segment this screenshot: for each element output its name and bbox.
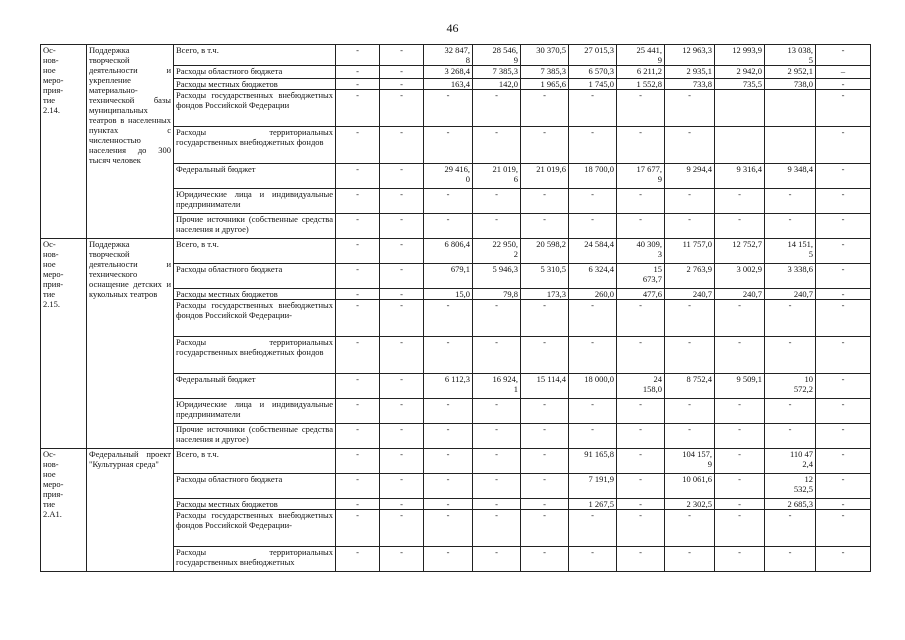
value-cell: -	[380, 66, 424, 79]
value-cell: -	[569, 300, 617, 337]
value-cell: -	[569, 337, 617, 374]
value-cell: -	[380, 289, 424, 300]
value-cell: -	[569, 547, 617, 572]
value-cell: 15,0	[424, 289, 473, 300]
value-cell: -	[617, 399, 665, 424]
value-cell: 738,0	[765, 79, 816, 90]
value-cell: -	[665, 337, 715, 374]
value-cell: -	[816, 399, 871, 424]
source-cell: Расходы местных бюджетов	[174, 79, 336, 90]
value-cell: -	[336, 164, 380, 189]
value-cell: 2 763,9	[665, 264, 715, 289]
value-cell: 17 677, 9	[617, 164, 665, 189]
value-cell: -	[380, 449, 424, 474]
value-cell: -	[521, 510, 569, 547]
value-cell: -	[816, 337, 871, 374]
value-cell: 29 416, 0	[424, 164, 473, 189]
value-cell: 28 546, 9	[473, 45, 521, 66]
value-cell: -	[380, 424, 424, 449]
value-cell: 25 441, 9	[617, 45, 665, 66]
value-cell: 6 324,4	[569, 264, 617, 289]
value-cell: -	[424, 424, 473, 449]
value-cell: -	[765, 399, 816, 424]
value-cell: 91 165,8	[569, 449, 617, 474]
value-cell: -	[569, 510, 617, 547]
value-cell: -	[816, 164, 871, 189]
source-cell: Расходы местных бюджетов	[174, 499, 336, 510]
value-cell: 12 532,5	[765, 474, 816, 499]
value-cell: 20 598,2	[521, 239, 569, 264]
value-cell: -	[424, 474, 473, 499]
measure-cell: Ос- нов- ное меро- прия- тие 2.А1.	[41, 449, 87, 572]
value-cell: -	[617, 300, 665, 337]
value-cell	[715, 90, 765, 127]
value-cell: 15 673,7	[617, 264, 665, 289]
source-cell: Прочие источники (собственные средства населения и другое)	[174, 214, 336, 239]
value-cell: -	[473, 214, 521, 239]
value-cell: 22 950, 2	[473, 239, 521, 264]
source-cell: Федеральный бюджет	[174, 164, 336, 189]
value-cell: -	[816, 289, 871, 300]
value-cell: 8 752,4	[665, 374, 715, 399]
value-cell: 15 114,4	[521, 374, 569, 399]
value-cell: -	[336, 66, 380, 79]
value-cell: 679,1	[424, 264, 473, 289]
value-cell: -	[380, 399, 424, 424]
value-cell: -	[765, 300, 816, 337]
value-cell: -	[617, 499, 665, 510]
value-cell: -	[380, 474, 424, 499]
source-cell: Расходы областного бюджета	[174, 474, 336, 499]
value-cell: -	[336, 449, 380, 474]
value-cell: -	[665, 510, 715, 547]
source-cell: Расходы местных бюджетов	[174, 289, 336, 300]
value-cell: -	[617, 510, 665, 547]
value-cell: 32 847, 8	[424, 45, 473, 66]
value-cell: -	[715, 337, 765, 374]
value-cell: -	[665, 547, 715, 572]
value-cell: 30 370,5	[521, 45, 569, 66]
value-cell: -	[424, 449, 473, 474]
value-cell: -	[473, 510, 521, 547]
value-cell: 12 752,7	[715, 239, 765, 264]
value-cell: -	[473, 337, 521, 374]
source-cell: Всего, в т.ч.	[174, 45, 336, 66]
value-cell: -	[473, 300, 521, 337]
value-cell: -	[380, 337, 424, 374]
value-cell: 1 965,6	[521, 79, 569, 90]
value-cell: 24 584,4	[569, 239, 617, 264]
value-cell: -	[617, 189, 665, 214]
value-cell: -	[424, 214, 473, 239]
value-cell: -	[569, 424, 617, 449]
value-cell: 173,3	[521, 289, 569, 300]
value-cell: 27 015,3	[569, 45, 617, 66]
value-cell: -	[424, 499, 473, 510]
value-cell: -	[816, 214, 871, 239]
value-cell: -	[816, 239, 871, 264]
value-cell: 11 757,0	[665, 239, 715, 264]
value-cell: 7 385,3	[473, 66, 521, 79]
source-cell: Расходы территориальных государственных внебюджетных фондов	[174, 127, 336, 164]
value-cell: 240,7	[765, 289, 816, 300]
value-cell: -	[380, 189, 424, 214]
value-cell: 21 019,6	[521, 164, 569, 189]
value-cell: -	[336, 239, 380, 264]
value-cell: -	[521, 127, 569, 164]
value-cell: -	[569, 127, 617, 164]
value-cell: -	[521, 214, 569, 239]
value-cell: -	[380, 499, 424, 510]
value-cell: -	[617, 90, 665, 127]
value-cell: -	[380, 45, 424, 66]
value-cell: -	[715, 499, 765, 510]
source-cell: Расходы территориальных государственных внебюджетных фондов	[174, 337, 336, 374]
source-cell: Юридические лица и индивидуальные предприниматели	[174, 399, 336, 424]
value-cell: -	[816, 189, 871, 214]
value-cell: -	[569, 399, 617, 424]
value-cell: -	[521, 474, 569, 499]
value-cell: -	[816, 127, 871, 164]
value-cell: -	[424, 127, 473, 164]
value-cell: -	[765, 337, 816, 374]
value-cell: -	[336, 300, 380, 337]
value-cell: -	[336, 374, 380, 399]
value-cell: -	[715, 189, 765, 214]
value-cell: -	[380, 239, 424, 264]
value-cell: -	[765, 547, 816, 572]
value-cell: -	[665, 214, 715, 239]
value-cell: 16 924, 1	[473, 374, 521, 399]
value-cell: 110 47 2,4	[765, 449, 816, 474]
source-cell: Федеральный бюджет	[174, 374, 336, 399]
value-cell: -	[816, 547, 871, 572]
source-cell: Расходы государственных внебюджетных фондов Российской Федерации-	[174, 300, 336, 337]
value-cell: 12 993,9	[715, 45, 765, 66]
value-cell: -	[715, 399, 765, 424]
value-cell: 24 158,0	[617, 374, 665, 399]
source-cell: Расходы государственных внебюджетных фондов Российской Федерации	[174, 90, 336, 127]
value-cell: -	[380, 90, 424, 127]
value-cell: 18 000,0	[569, 374, 617, 399]
table-row	[41, 449, 871, 474]
value-cell: -	[816, 374, 871, 399]
source-cell: Расходы государственных внебюджетных фондов Российской Федерации-	[174, 510, 336, 547]
value-cell: -	[521, 547, 569, 572]
value-cell: -	[521, 499, 569, 510]
value-cell: 9 348,4	[765, 164, 816, 189]
value-cell: -	[715, 424, 765, 449]
value-cell: -	[424, 337, 473, 374]
value-cell: 2 685,3	[765, 499, 816, 510]
value-cell: -	[765, 214, 816, 239]
value-cell: -	[336, 127, 380, 164]
value-cell: -	[380, 547, 424, 572]
value-cell: 104 157, 9	[665, 449, 715, 474]
source-cell: Юридические лица и индивидуальные предприниматели	[174, 189, 336, 214]
value-cell: -	[473, 474, 521, 499]
value-cell: 9 294,4	[665, 164, 715, 189]
value-cell	[765, 127, 816, 164]
value-cell: -	[765, 189, 816, 214]
value-cell: 5 310,5	[521, 264, 569, 289]
value-cell: -	[336, 79, 380, 90]
value-cell: -	[816, 449, 871, 474]
value-cell: 1 745,0	[569, 79, 617, 90]
source-cell: Всего, в т.ч.	[174, 239, 336, 264]
value-cell: -	[816, 90, 871, 127]
value-cell: 10 572,2	[765, 374, 816, 399]
value-cell	[765, 90, 816, 127]
event-cell: Федеральный проект "Культурная среда"	[87, 449, 174, 572]
value-cell: 1 552,8	[617, 79, 665, 90]
value-cell: 21 019, 6	[473, 164, 521, 189]
value-cell: 6 112,3	[424, 374, 473, 399]
value-cell: 142,0	[473, 79, 521, 90]
table-row	[41, 239, 871, 264]
value-cell: 240,7	[715, 289, 765, 300]
value-cell: -	[336, 510, 380, 547]
value-cell: -	[424, 510, 473, 547]
value-cell: -	[816, 79, 871, 90]
value-cell: -	[715, 547, 765, 572]
value-cell: -	[816, 45, 871, 66]
value-cell: -	[336, 264, 380, 289]
value-cell: 163,4	[424, 79, 473, 90]
value-cell: -	[336, 189, 380, 214]
value-cell: -	[473, 424, 521, 449]
value-cell: -	[380, 214, 424, 239]
table-body	[41, 45, 871, 572]
value-cell: -	[336, 399, 380, 424]
value-cell: -	[336, 214, 380, 239]
value-cell: -	[816, 510, 871, 547]
value-cell: -	[336, 90, 380, 127]
source-cell: Расходы территориальных государственных внебюджетных	[174, 547, 336, 572]
value-cell: 3 002,9	[715, 264, 765, 289]
value-cell: 13 038, 5	[765, 45, 816, 66]
value-cell: -	[473, 547, 521, 572]
value-cell: -	[816, 300, 871, 337]
value-cell: 18 700,0	[569, 164, 617, 189]
value-cell: 2 952,1	[765, 66, 816, 79]
value-cell: -	[665, 189, 715, 214]
value-cell: -	[665, 127, 715, 164]
value-cell: -	[521, 337, 569, 374]
page-number: 46	[446, 21, 459, 35]
value-cell: -	[380, 264, 424, 289]
value-cell: -	[715, 214, 765, 239]
value-cell: -	[617, 424, 665, 449]
value-cell: 260,0	[569, 289, 617, 300]
value-cell: -	[336, 337, 380, 374]
value-cell: -	[569, 189, 617, 214]
budget-table	[40, 44, 871, 572]
value-cell: -	[380, 300, 424, 337]
value-cell: -	[617, 449, 665, 474]
value-cell: -	[617, 474, 665, 499]
value-cell: -	[816, 474, 871, 499]
value-cell: -	[380, 510, 424, 547]
measure-cell: Ос- нов- ное меро- прия- тие 2.14.	[41, 45, 87, 239]
value-cell	[715, 127, 765, 164]
value-cell: -	[473, 90, 521, 127]
value-cell: -	[424, 547, 473, 572]
value-cell: -	[715, 300, 765, 337]
value-cell: 477,6	[617, 289, 665, 300]
value-cell: 2 942,0	[715, 66, 765, 79]
value-cell: -	[665, 300, 715, 337]
value-cell: 3 268,4	[424, 66, 473, 79]
value-cell: -	[336, 289, 380, 300]
value-cell: -	[617, 547, 665, 572]
value-cell: -	[473, 127, 521, 164]
value-cell: –	[816, 66, 871, 79]
value-cell: -	[424, 300, 473, 337]
value-cell: -	[473, 399, 521, 424]
value-cell: -	[380, 164, 424, 189]
measure-cell: Ос- нов- ное меро- прия- тие 2.15.	[41, 239, 87, 449]
value-cell: -	[336, 424, 380, 449]
value-cell: -	[765, 510, 816, 547]
value-cell: -	[816, 264, 871, 289]
value-cell: -	[380, 374, 424, 399]
value-cell: -	[521, 424, 569, 449]
value-cell: -	[665, 424, 715, 449]
value-cell: 79,8	[473, 289, 521, 300]
event-cell: Поддержка творческой деятельности и технического оснащение детских и кукольных театров	[87, 239, 174, 449]
value-cell: 7 385,3	[521, 66, 569, 79]
value-cell: 5 946,3	[473, 264, 521, 289]
value-cell: 735,5	[715, 79, 765, 90]
value-cell: 2 302,5	[665, 499, 715, 510]
value-cell: -	[617, 214, 665, 239]
value-cell: -	[816, 424, 871, 449]
value-cell: 3 338,6	[765, 264, 816, 289]
value-cell: 40 309, 3	[617, 239, 665, 264]
value-cell: 14 151, 5	[765, 239, 816, 264]
value-cell: -	[336, 474, 380, 499]
value-cell: 10 061,6	[665, 474, 715, 499]
value-cell: -	[665, 399, 715, 424]
source-cell: Расходы областного бюджета	[174, 66, 336, 79]
value-cell: 733,8	[665, 79, 715, 90]
value-cell: -	[336, 547, 380, 572]
value-cell: -	[569, 214, 617, 239]
value-cell: -	[816, 499, 871, 510]
value-cell: -	[473, 449, 521, 474]
value-cell: -	[380, 79, 424, 90]
value-cell: -	[336, 499, 380, 510]
value-cell: 12 963,3	[665, 45, 715, 66]
table-row	[41, 45, 871, 66]
value-cell: -	[424, 189, 473, 214]
value-cell: 6 570,3	[569, 66, 617, 79]
value-cell: -	[715, 474, 765, 499]
value-cell: -	[424, 399, 473, 424]
value-cell: -	[521, 399, 569, 424]
value-cell: -	[521, 449, 569, 474]
value-cell: -	[521, 300, 569, 337]
value-cell: -	[715, 510, 765, 547]
value-cell: -	[424, 90, 473, 127]
value-cell: -	[473, 499, 521, 510]
value-cell: -	[765, 424, 816, 449]
source-cell: Всего, в т.ч.	[174, 449, 336, 474]
value-cell: 240,7	[665, 289, 715, 300]
value-cell: -	[617, 337, 665, 374]
value-cell: -	[380, 127, 424, 164]
value-cell: -	[521, 189, 569, 214]
value-cell: 9 316,4	[715, 164, 765, 189]
value-cell: 2 935,1	[665, 66, 715, 79]
source-cell: Расходы областного бюджета	[174, 264, 336, 289]
value-cell: -	[617, 127, 665, 164]
value-cell: -	[665, 90, 715, 127]
source-cell: Прочие источники (собственные средства населения и другое)	[174, 424, 336, 449]
value-cell: -	[521, 90, 569, 127]
value-cell: -	[715, 449, 765, 474]
value-cell: 9 509,1	[715, 374, 765, 399]
value-cell: -	[569, 90, 617, 127]
value-cell: -	[336, 45, 380, 66]
value-cell: 7 191,9	[569, 474, 617, 499]
value-cell: 1 267,5	[569, 499, 617, 510]
event-cell: Поддержка творческой деятельности и укрепление материально-технической базы муниципальных театров в населенных пунктах с численностью населения до 300 тысяч человек	[87, 45, 174, 239]
value-cell: 6 806,4	[424, 239, 473, 264]
value-cell: -	[473, 189, 521, 214]
value-cell: 6 211,2	[617, 66, 665, 79]
